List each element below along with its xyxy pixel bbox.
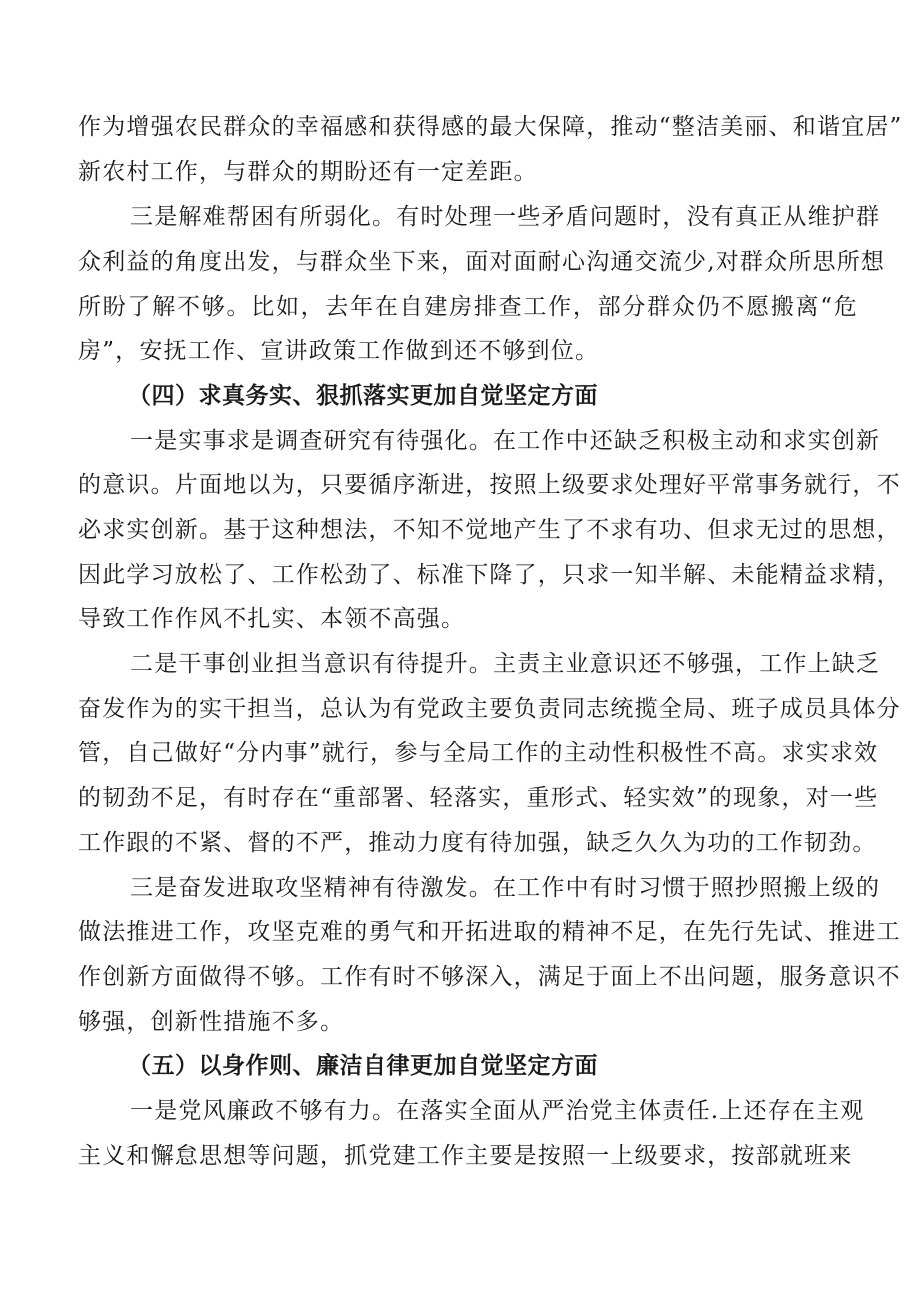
section-heading: （五）以身作则、廉洁自律更加自觉坚定方面 bbox=[128, 1053, 598, 1079]
body-text-line: 奋发作为的实干担当，总认为有党政主要负责同志统揽全局、班子成员具体分 bbox=[78, 696, 901, 722]
body-text-line: 房”，安抚工作、宣讲政策工作做到还不够到位。 bbox=[78, 338, 600, 364]
body-text-line: 做法推进工作，攻坚克难的勇气和开拓进取的精神不足，在先行先试、推进工 bbox=[78, 919, 901, 945]
body-text-line: 众利益的角度出发，与群众坐下来，面对面耐心沟通交流少,对群众所思所想 bbox=[78, 249, 886, 275]
body-text-line: 工作跟的不紧、督的不严，推动力度有待加强，缺乏久久为功的工作韧劲。 bbox=[78, 830, 877, 856]
body-text-line: 必求实创新。基于这种想法，不知不觉地产生了不求有功、但求无过的思想， bbox=[78, 517, 901, 543]
body-text-line: 新农村工作，与群众的期盼还有一定差距。 bbox=[78, 159, 538, 185]
section-heading: （四）求真务实、狠抓落实更加自觉坚定方面 bbox=[128, 383, 598, 409]
paragraph-first-line: 二是干事创业担当意识有待提升。主责主业意识还不够强，工作上缺乏 bbox=[130, 651, 881, 677]
body-text-line: 导致工作作风不扎实、本领不高强。 bbox=[78, 606, 466, 632]
body-text-line: 管，自己做好“分内事”就行，参与全局工作的主动性积极性不高。求实求效 bbox=[78, 740, 879, 766]
paragraph-first-line: 三是奋发进取攻坚精神有待激发。在工作中有时习惯于照抄照搬上级的 bbox=[130, 875, 881, 901]
paragraph-first-line: 一是党风廉政不够有力。在落实全面从严治党主体责任.上还存在主观 bbox=[130, 1098, 865, 1124]
body-text-line: 因此学习放松了、工作松劲了、标准下降了，只求一知半解、未能精益求精， bbox=[78, 562, 901, 588]
body-text-line: 的意识。片面地以为，只要循序渐进，按照上级要求处理好平常事务就行，不 bbox=[78, 472, 901, 498]
paragraph-first-line: 三是解难帮困有所弱化。有时处理一些矛盾问题时，没有真正从维护群 bbox=[130, 204, 881, 230]
body-text-line: 作创新方面做得不够。工作有时不够深入，满足于面上不出问题，服务意识不 bbox=[78, 964, 901, 990]
body-text-line: 所盼了解不够。比如，去年在自建房排查工作，部分群众仍不愿搬离“危 bbox=[78, 294, 858, 320]
body-text-line: 主义和懈怠思想等问题，抓党建工作主要是按照一上级要求，按部就班来 bbox=[78, 1143, 853, 1169]
body-text-line: 够强，创新性措施不多。 bbox=[78, 1009, 345, 1035]
body-text-line: 作为增强农民群众的幸福感和获得感的最大保障，推动“整洁美丽、和谐宜居” bbox=[78, 114, 903, 140]
body-text-line: 的韧劲不足，有时存在“重部署、轻落实，重形式、轻实效”的现象，对一些 bbox=[78, 785, 879, 811]
paragraph-first-line: 一是实事求是调查研究有待强化。在工作中还缺乏积极主动和求实创新 bbox=[130, 428, 881, 454]
